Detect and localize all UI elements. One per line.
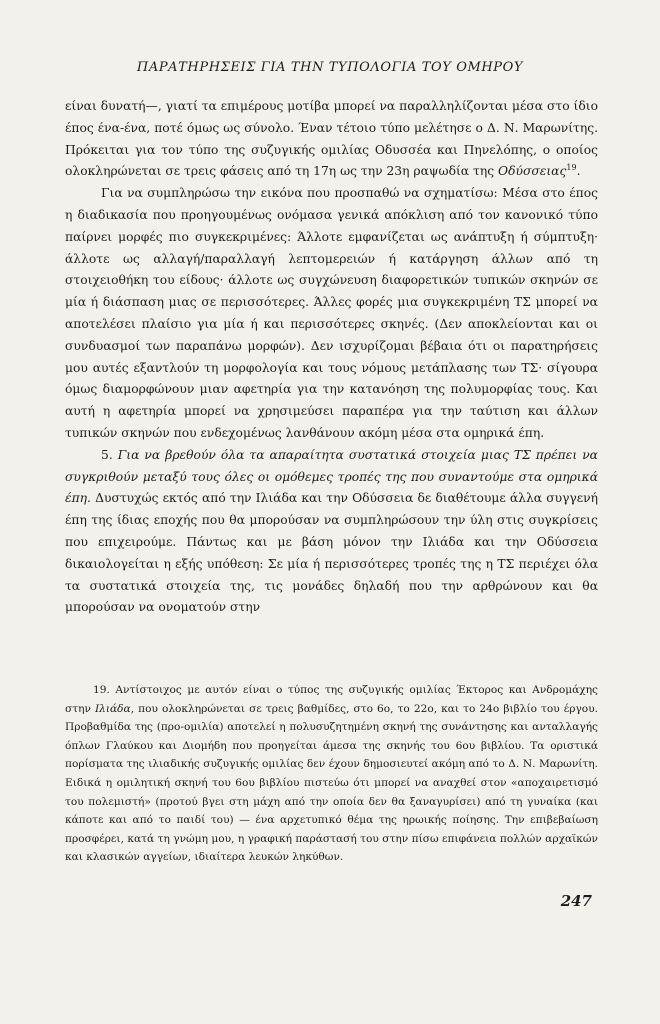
footnote-19 <box>65 681 598 867</box>
paragraph-1-text: είναι δυνατή—, γιατί τα επιμέρους μοτίβα μπορεί να παραλληλίζονται μέσα στο ίδιο έπος ένα-ένα, ποτέ όμως ως σύνολο. Έναν τέτοιο τύπο μελέτησε ο Δ. Ν. Μαρωνίτης. Πρόκειται για τον τύπο της συζυγικής ομιλίας Οδυσσέα και Πηνελόπης, ο οποίος ολοκληρώνεται σε τρεις φάσεις από τη 17η ως την 23η ραψωδία της <box>65 99 598 179</box>
paragraph-1-end: . <box>576 164 581 179</box>
main-text <box>65 96 598 619</box>
running-header: ΠΑΡΑΤΗΡΗΣΕΙΣ ΓΙΑ ΤΗΝ ΤΥΠΟΛΟΓΙΑ ΤΟΥ ΟΜΗΡΟΥ <box>136 60 524 75</box>
footnote-work-title: Ιλιάδα <box>94 702 131 715</box>
page-number: 247 <box>560 892 592 910</box>
paragraph-3-text: Δυστυχώς εκτός από την Ιλιάδα και την Οδύσσεια δε διαθέτουμε άλλα συγγενή έπη της ίδιας εποχής που θα μπορούσαν να συμπληρώσουν την ύλη στις συγκρίσεις που επιχειρούμε. Πάντως και με βάση μόνον την Ιλιάδα και την Οδύσσεια δικαιολογείται η εξής υπόθεση: Σε μία ή περισσότερες τροπές της η ΤΣ περιέχει όλα τα συστατικά στοιχεία της, τις μονάδες δηλαδή που την αρθρώνουν και θα μπορούσαν να ονοματούν στην <box>65 491 598 615</box>
footnote <box>65 681 598 867</box>
paragraph-3 <box>65 445 598 619</box>
footnote-text: 19. Αντίστοιχος με αυτόν είναι ο τύπος της συζυγικής ομιλίας Έκτορος και Ανδρομάχης στην <box>65 684 598 715</box>
paragraph-1 <box>65 96 598 183</box>
work-title: Οδύσσειας <box>498 164 567 179</box>
paragraph-2: Για να συμπληρώσω την εικόνα που προσπαθώ να σχηματίσω: Μέσα στο έπος η διαδικασία που προηγουμένως ονόμασα γενικά απόκλιση από τον κανονικό τύπο παίρνει μορφές πιο συγκεκριμένες: Άλλοτε εμφανίζεται ως ανάπτυξη ή σύμπτυξη· άλλοτε ως αλλαγή/παραλλαγή λεπτομερειών ή κατάργηση άλλων από τη στοιχειοθήκη του είδους· άλλοτε ως συγχώνευση διαφορετικών τυπικών σκηνών σε μία ή διάσπαση μιας σε περισσότερες. Άλλες φορές μια συγκεκριμένη ΤΣ μπορεί να αποτελέσει πλαίσιο για μία ή και περισσότερες σκηνές. (Δεν αποκλείονται και οι συνδυασμοί των παραπάνω μορφών). Δεν ισχυρίζομαι βέβαια ότι οι παρατηρήσεις μου αυτές εξαντλούν τη μορφολογία και τους νόμους μετάπλασης των ΤΣ· σίγουρα όμως διαμορφώνουν μιαν αφετηρία για την κατανόηση της πολυμορφίας τους. Και αυτή η αφετηρία μπορεί να χρησιμεύσει παραπέρα για την ταύτιση και άλλων τυπικών σκηνών που ενδεχομένως λανθάνουν ακόμη μέσα στα ομηρικά έπη. <box>65 186 598 440</box>
section-heading: Για να βρεθούν όλα τα απαραίτητα συστατικά στοιχεία μιας ΤΣ πρέπει να συγκριθούν μεταξύ τους όλες οι ομόθεμες τροπές της που συναντούμε στα ομηρικά έπη. <box>65 447 598 506</box>
section-number: 5. <box>101 447 118 462</box>
footnote-text-cont: , που ολοκληρώνεται σε τρεις βαθμίδες, στο 6ο, το 22ο, και το 24ο βιβλίο του έργου. Προβαθμίδα της (προ-ομιλία) αποτελεί η πολυσυζητημένη σκηνή της συνάντησης και ανταλλαγής όπλων Γλαύκου και Διομήδη που προηγείται άμεσα της σκηνής του 6ου βιβλίου. Τα οριστικά πορίσματα της ιλιαδικής συζυγικής ομιλίας δεν έχουν δημοσιευτεί ακόμη από το Δ. Ν. Μαρωνίτη. Ειδικά η ομιλητική σκηνή του 6ου βιβλίου πιστεύω ότι μπορεί να αναχθεί στον «αποχαιρετισμό του πολεμιστή» (προτού βγει στη μάχη από την οποία δεν θα ξαναγυρίσει) από τη γυναίκα (και κάποτε και από το παιδί του) — ένα αρχετυπικό θέμα της ηρωικής ποίησης. Την επιβεβαίωση προσφέρει, κατά τη γνώμη μου, η γραφική παράστασή του στην πίσω επιφάνεια πολλών αρχαϊκών και κλασικών αγγείων, ιδιαίτερα λευκών ληκύθων. <box>65 702 598 864</box>
footnote-ref-19[interactable]: 19 <box>566 163 577 173</box>
